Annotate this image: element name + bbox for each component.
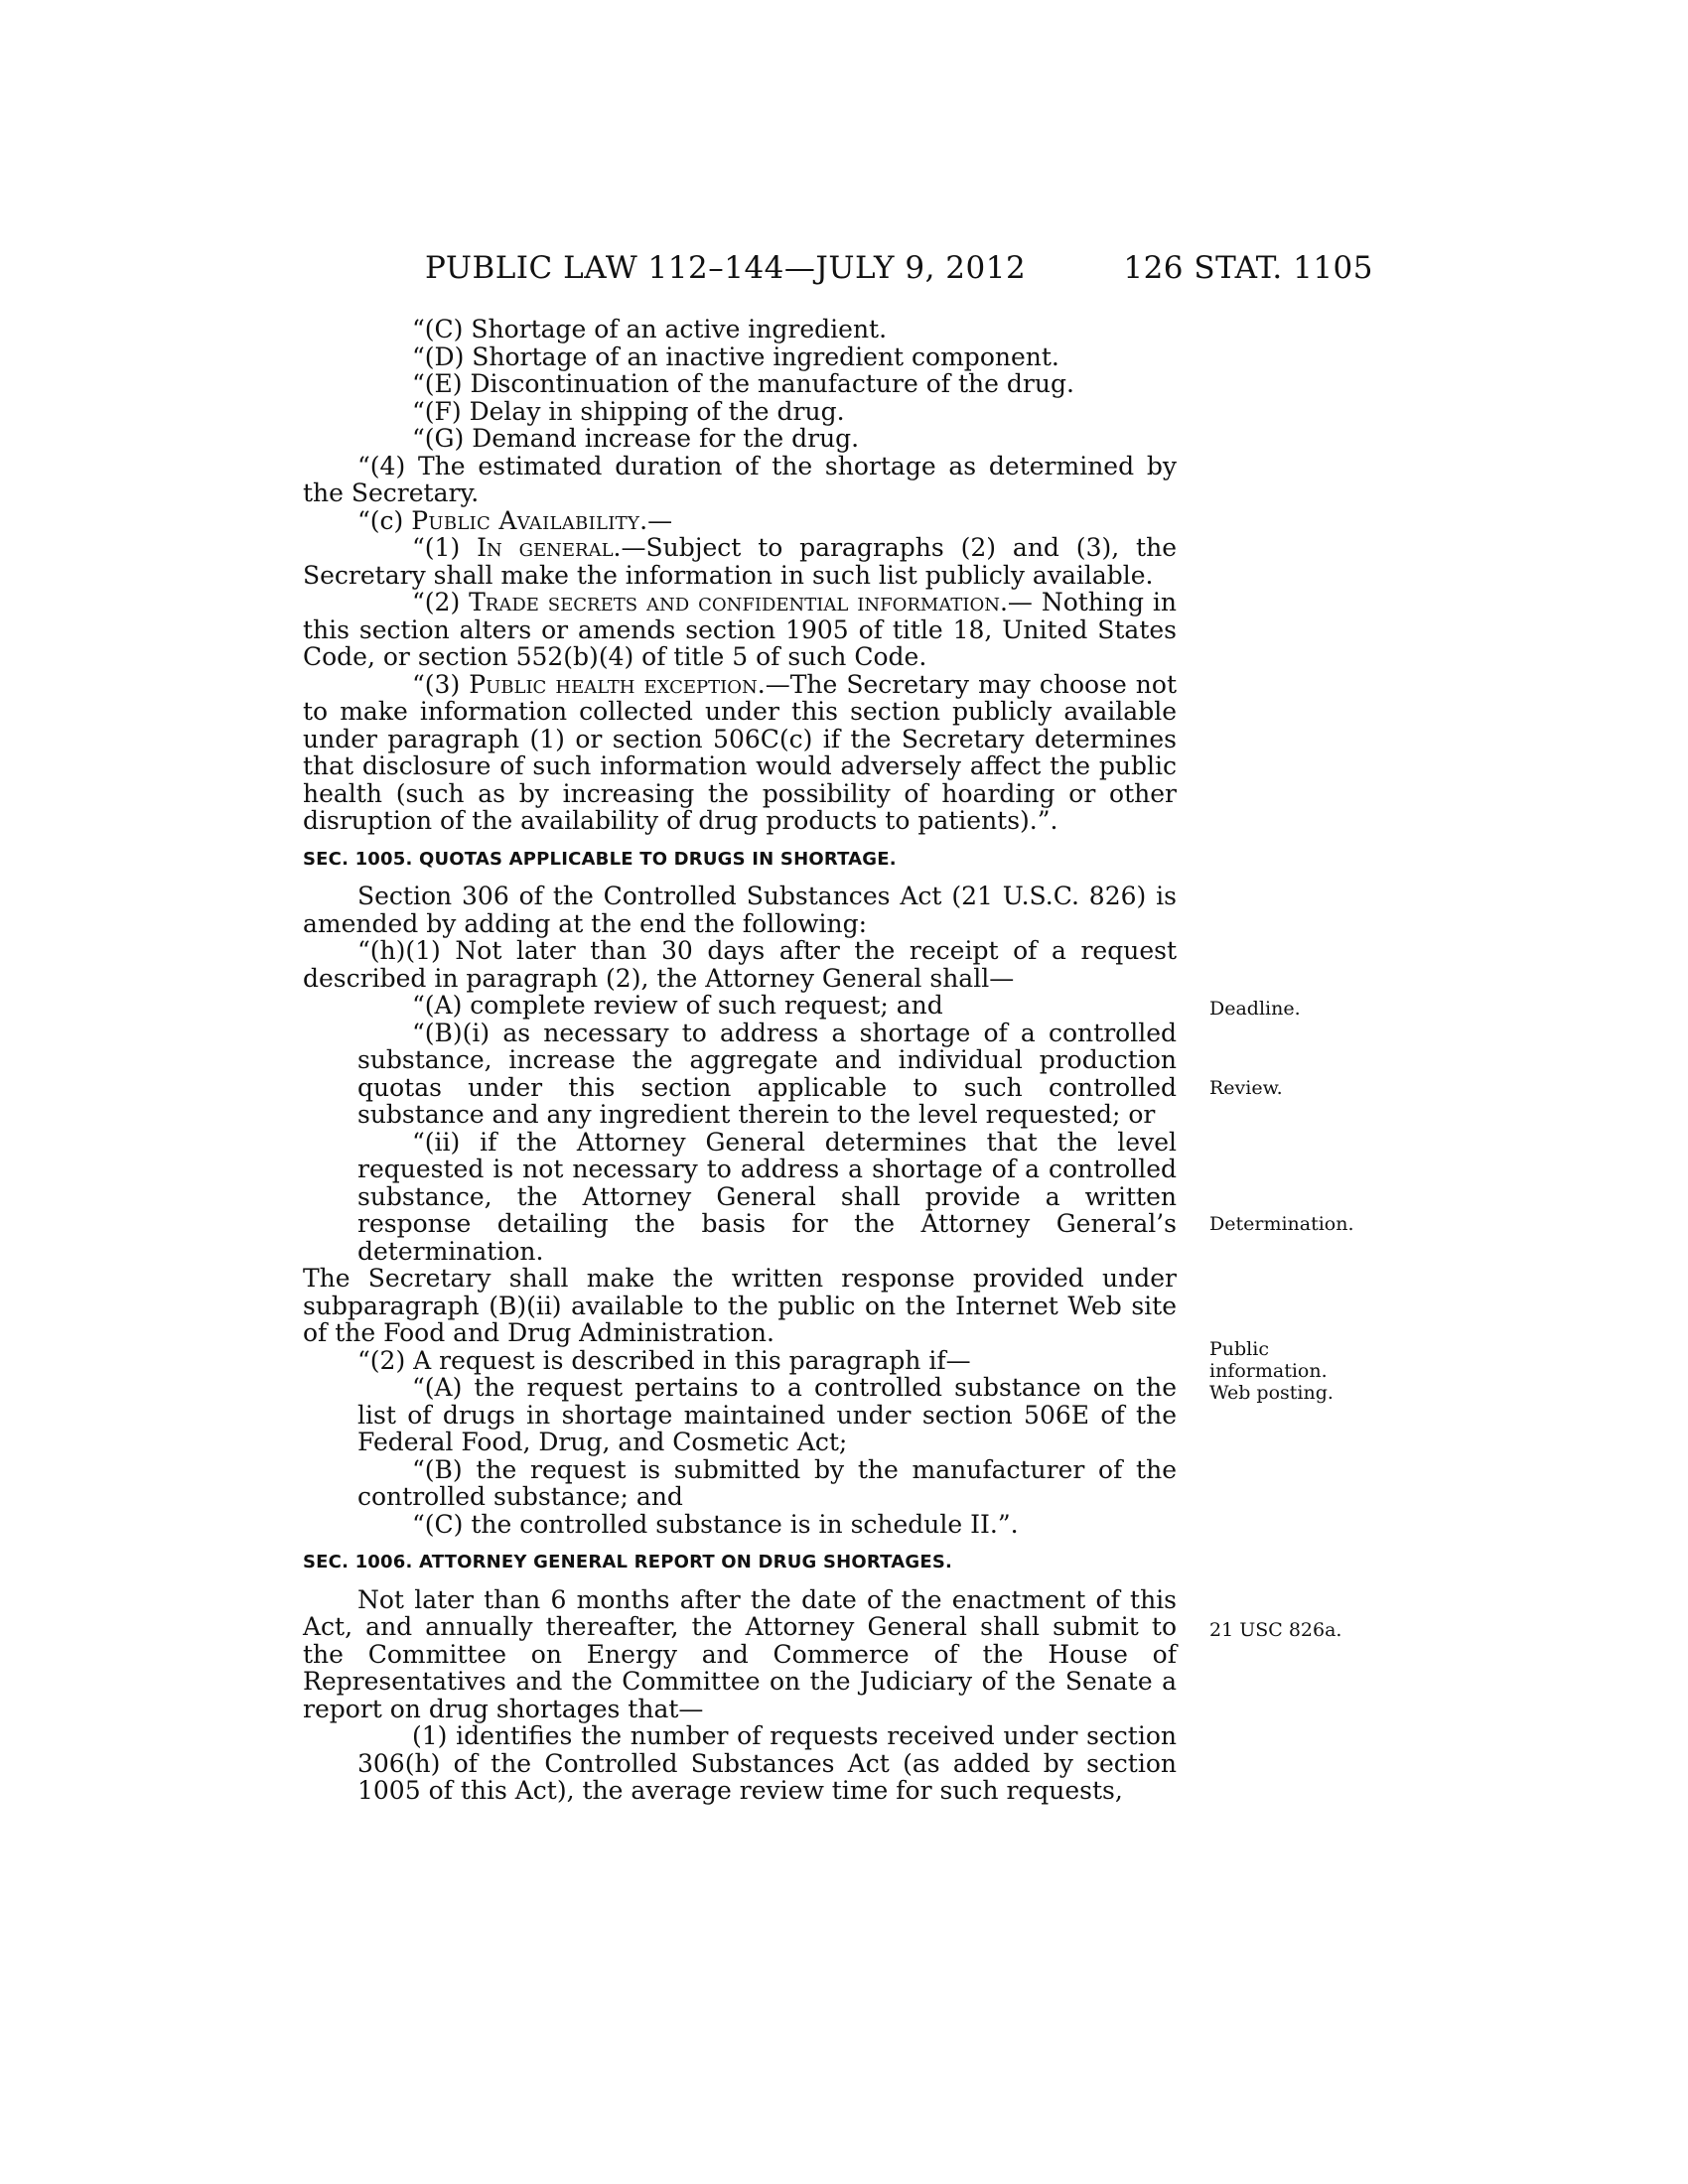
paragraph: “(2) A request is described in this paragraph if— — [357, 1345, 971, 1375]
document-body — [303, 316, 1177, 1805]
paragraph: Section 306 of the Controlled Substances Act (21 U.S.C. 826) is amended by adding at the end the following: — [303, 882, 1177, 938]
paragraph: “(G) Demand increase for the drug. — [412, 424, 860, 453]
paragraph: The Secretary shall make the written response provided under subparagraph (B)(ii) available to the public on the Internet Web site of the Food and Drug Administration. — [303, 1264, 1177, 1347]
paragraph: “(D) Shortage of an inactive ingredient component. — [412, 341, 1059, 371]
paragraph: “(3) Public health exception.—The Secretary may choose not to make information collected under this section publicly available under paragraph (1) or section 506C(c) if the Secretary determines that disclosure of such information would adversely affect the public health (such as by increasing the possibility of hoarding or other disruption of the availability of drug products to patients).”. — [303, 669, 1178, 835]
small-caps-heading: Public health exception — [469, 669, 758, 699]
paragraph: “(A) the request pertains to a controlled substance on the list of drugs in shortage maintained under section 506E of the Federal Food, Drug, and Cosmetic Act; — [357, 1373, 1177, 1456]
paragraph: “(4) The estimated duration of the shortage as determined by the Secretary. — [303, 451, 1177, 507]
paragraph: “(C) Shortage of an active ingredient. — [412, 315, 888, 343]
small-caps-heading: Public Availability — [411, 505, 640, 535]
paragraph: “(2) Trade secrets and confidential information.— Nothing in this section alters or amends section 1905 of title 18, United States Code, or section 552(b)(4) of title 5 of such Code. — [303, 588, 1177, 671]
paragraph: “(F) Delay in shipping of the drug. — [412, 396, 845, 426]
paragraph: (1) identifies the number of requests received under section 306(h) of the Controlled Substances Act (as added by section 1005 of this Act), the average review time for such requests, — [357, 1721, 1177, 1805]
paragraph: “(ii) if the Attorney General determines that the level requested is not necessary to address a shortage of a controlled substance, the Attorney General shall provide a written response detailing the basis for the Attorney General’s determination. — [357, 1127, 1177, 1266]
margin-note-deadline: Deadline. — [1209, 998, 1301, 1020]
margin-note-line: Web posting. — [1209, 1382, 1334, 1404]
section-heading-1006: SEC. 1006. ATTORNEY GENERAL REPORT ON DRUG SHORTAGES. — [303, 1552, 953, 1572]
paragraph: “(h)(1) Not later than 30 days after the receipt of a request described in paragraph (2), the Attorney General shall— — [303, 936, 1177, 993]
small-caps-heading: Trade secrets and confidential information — [469, 588, 1000, 616]
paragraph: “(C) the controlled substance is in schedule II.”. — [412, 1509, 1019, 1539]
paragraph: “(E) Discontinuation of the manufacture of the drug. — [412, 369, 1074, 398]
paragraph: “(A) complete review of such request; and — [412, 991, 943, 1020]
margin-note-review: Review. — [1209, 1077, 1283, 1099]
paragraph: Not later than 6 months after the date of the enactment of this Act, and annually thereafter, the Attorney General shall submit to the Committee on Energy and Commerce of the House of Representatives and the Committee on the Judiciary of the Senate a report on drug shortages that— — [303, 1584, 1177, 1723]
margin-note-determination: Determination. — [1209, 1213, 1354, 1235]
paragraph: “(B) the request is submitted by the manufacturer of the controlled substance; and — [357, 1454, 1177, 1511]
small-caps-heading: In general — [477, 533, 614, 562]
subsection-heading: “(c) Public Availability.— — [357, 505, 673, 535]
paragraph: “(1) In general.—Subject to paragraphs (2) and (3), the Secretary shall make the information in such list publicly available. — [303, 533, 1177, 590]
section-heading-1005: SEC. 1005. QUOTAS APPLICABLE TO DRUGS IN SHORTAGE. — [303, 848, 897, 870]
margin-note-usc: 21 USC 826a. — [1209, 1619, 1342, 1641]
paragraph: “(B)(i) as necessary to address a shortage of a controlled substance, increase the aggregate and individual production quotas under this section applicable to such controlled substance and any ingredient therein to the level requested; or — [357, 1018, 1177, 1129]
margin-note-line: Public information. — [1209, 1338, 1328, 1382]
running-header — [425, 250, 1373, 290]
header-public-law: PUBLIC LAW 112–144—JULY 9, 2012 — [425, 250, 1027, 286]
margin-note-public-information — [1209, 1338, 1383, 1404]
header-stat-page: 126 STAT. 1105 — [1123, 250, 1373, 286]
